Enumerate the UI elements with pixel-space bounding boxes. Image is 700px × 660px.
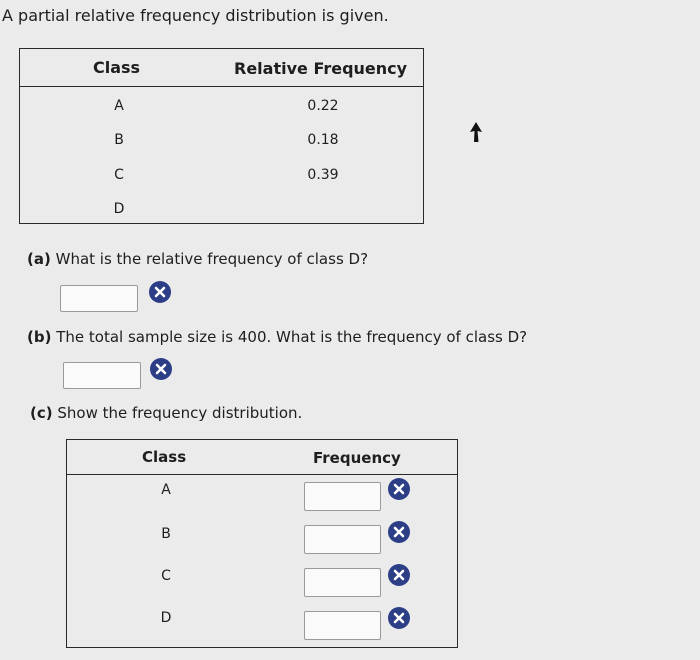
frequency-input-a[interactable]: [304, 482, 381, 511]
frequency-input-d[interactable]: [304, 611, 381, 640]
question-a-label: (a): [27, 250, 51, 268]
x-circle-icon: [149, 281, 171, 303]
table-row-class: B: [114, 132, 124, 148]
x-circle-icon: [388, 607, 410, 629]
intro-text: A partial relative frequency distribution is given.: [2, 6, 389, 25]
x-circle-icon: [388, 564, 410, 586]
table-row-class: D: [113, 201, 125, 217]
table-header-divider: [20, 86, 423, 87]
question-b-text: The total sample size is 400. What is the frequency of class D?: [56, 328, 528, 346]
relative-frequency-table: [19, 48, 424, 224]
header-class: Class: [93, 58, 141, 77]
x-circle-icon: [150, 358, 172, 380]
table-row-class: D: [160, 610, 172, 626]
mouse-cursor-icon: [469, 121, 483, 143]
question-b: [27, 328, 527, 346]
question-a: [27, 250, 368, 268]
frequency-input-b[interactable]: [304, 525, 381, 554]
frequency-input-c[interactable]: [304, 568, 381, 597]
table-row-class: A: [161, 482, 171, 498]
header-relative-frequency: Relative Frequency: [234, 59, 408, 78]
table-row-value: 0.18: [307, 132, 339, 148]
question-c-text: Show the frequency distribution.: [57, 404, 303, 422]
question-c-label: (c): [30, 404, 53, 422]
x-circle-icon: [388, 478, 410, 500]
question-a-text: What is the relative frequency of class D?: [55, 250, 369, 268]
table-row-class: B: [161, 526, 171, 542]
header-class: Class: [142, 448, 187, 466]
answer-b-input[interactable]: [63, 362, 141, 389]
answer-a-input[interactable]: [60, 285, 138, 312]
table-row-class: C: [114, 167, 124, 183]
header-frequency: Frequency: [313, 449, 401, 467]
question-b-label: (b): [27, 328, 52, 346]
question-c: [30, 404, 302, 422]
table-row-class: C: [161, 568, 171, 584]
table-header-divider: [67, 474, 457, 475]
table-row-value: 0.39: [307, 167, 339, 183]
table-row-value: 0.22: [307, 98, 339, 114]
x-circle-icon: [388, 521, 410, 543]
table-row-class: A: [114, 98, 124, 114]
